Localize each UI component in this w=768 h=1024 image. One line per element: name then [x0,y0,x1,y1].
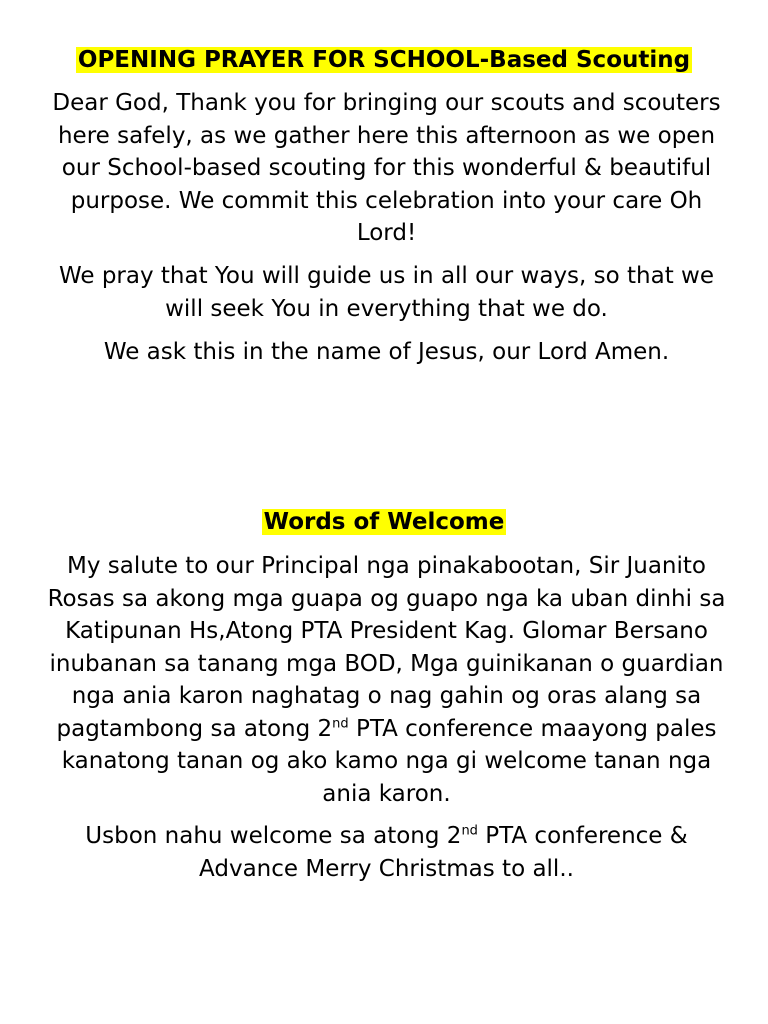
welcome-paragraph-2-text-a: Usbon nahu welcome sa atong 2 [85,823,462,849]
prayer-paragraph-2: We pray that You will guide us in all our ways, so that we will seek You in everything that we do. [58,263,715,322]
welcome-title-highlight: Words of Welcome [263,509,505,535]
welcome-paragraph-1-text-a: My salute to our Principal nga pinakabootan, Sir Juanito Rosas sa akong mga guapa og guapo nga ka uban dinhi sa Katipunan Hs,Atong PTA President Kag. Glomar Bersano inubanan sa tanang mga BOD, Mga guinikanan o guardian nga ania karon naghatag o nag gahin og oras alang sa pagtambong sa atong 2 [47,553,726,742]
welcome-paragraph-2-text-b: PTA conference & Advance Merry Christmas to all.. [199,823,688,882]
welcome-paragraph-1-ordinal: nd [332,715,349,731]
prayer-paragraph-3: We ask this in the name of Jesus, our Lord Amen. [103,339,670,365]
welcome-paragraph-1 [40,550,733,810]
prayer-paragraph-1: Dear God, Thank you for bringing our scouts and scouters here safely, as we gather here this afternoon as we open our School-based scouting for this wonderful & beautiful purpose. We commit this celebration into your care Oh Lord! [52,90,721,246]
welcome-paragraph-1-text-b: PTA conference maayong pales kanatong tanan og ako kamo nga gi welcome tanan nga ania karon. [61,715,717,807]
prayer-title [0,45,768,75]
prayer-title-highlight: OPENING PRAYER FOR SCHOOL-Based Scouting [77,47,691,73]
welcome-paragraph-2 [40,820,733,885]
welcome-paragraph-2-ordinal: nd [461,823,478,839]
welcome-title [0,507,768,537]
